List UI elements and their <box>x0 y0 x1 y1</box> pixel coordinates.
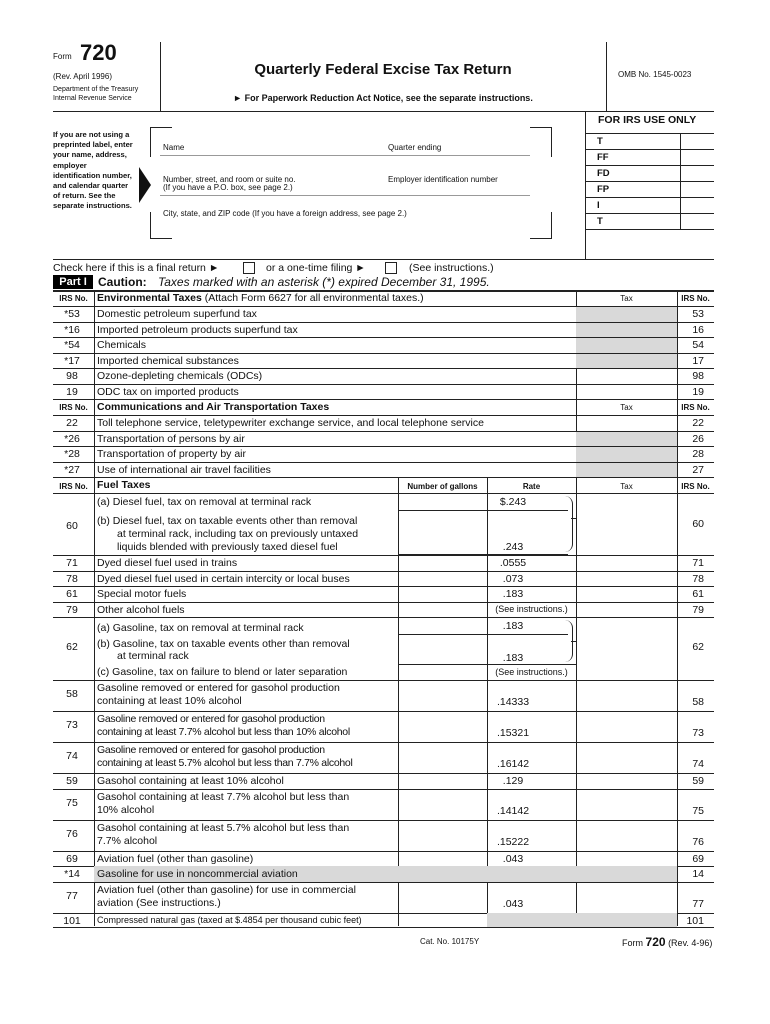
rate-cell: .14333 <box>496 696 530 708</box>
irs-no-cell: 19 <box>66 385 78 398</box>
rate-cell: .0555 <box>499 557 527 569</box>
environmental-heading: Environmental Taxes (Attach Form 6627 for all environmental taxes.) <box>97 292 424 304</box>
irs-no-cell: 76 <box>66 827 78 840</box>
line-number: 17 <box>692 354 704 367</box>
tax-amount-input[interactable] <box>578 307 675 321</box>
line-62b-desc-2: at terminal rack <box>117 650 189 662</box>
rate-cell: .16142 <box>496 758 530 770</box>
line-description: Gasohol containing at least 7.7% alcohol but less than <box>97 790 350 803</box>
irs-no-cell: 78 <box>66 572 78 585</box>
irs-use-heading: FOR IRS USE ONLY <box>598 114 697 126</box>
line-description: Gasoline removed or entered for gasohol production <box>97 713 325 725</box>
name-field-label: Name <box>163 143 185 152</box>
final-return-label: Check here if this is a final return ► <box>53 262 220 274</box>
rate-cell: .043 <box>502 897 524 910</box>
tax-amount-input[interactable] <box>578 354 675 368</box>
irs-no-cell: *53 <box>64 308 80 320</box>
line-description: Aviation fuel (other than gasoline) <box>97 852 254 865</box>
omb-number: OMB No. 1545-0023 <box>618 70 692 79</box>
line-description: Domestic petroleum superfund tax <box>97 308 257 320</box>
tax-amount-input[interactable] <box>578 338 675 352</box>
service: Internal Revenue Service <box>53 95 132 102</box>
one-time-filing-checkbox[interactable] <box>385 262 397 274</box>
department: Department of the Treasury <box>53 86 139 93</box>
line-number: 101 <box>686 914 704 927</box>
line-description: Dyed diesel fuel used in certain intercity or local buses <box>97 572 350 585</box>
line-number: 77 <box>692 897 704 910</box>
rate-60a: $.243 <box>499 496 527 508</box>
line-60-number: 60 <box>692 518 704 530</box>
line-description: Toll telephone service, teletypewriter exchange service, and local telephone service <box>97 417 484 429</box>
irs-no-cell: *16 <box>64 323 80 336</box>
line-description: Gasohol containing at least 5.7% alcohol but less than <box>97 821 350 834</box>
line-number: 76 <box>692 835 704 848</box>
pobox-note: (If you have a P.O. box, see page 2.) <box>163 183 293 192</box>
one-time-filing-label: or a one-time filing ► <box>266 262 366 274</box>
rate-62c: (See instructions.) <box>495 667 568 677</box>
irs-no-cell: 71 <box>66 557 78 569</box>
bracket-icon <box>564 496 573 552</box>
line-description: Imported petroleum products superfund tax <box>97 323 298 336</box>
quarter-ending-label: Quarter ending <box>388 143 442 152</box>
caution-text: Taxes marked with an asterisk (*) expired December 31, 1995. <box>158 275 490 289</box>
rate-cell: .043 <box>502 852 524 865</box>
line-60a-desc: (a) Diesel fuel, tax on removal at terminal rack <box>97 496 312 508</box>
fuel-heading: Fuel Taxes <box>97 479 151 491</box>
irs-no-cell: 101 <box>63 914 81 927</box>
line-description-2: 10% alcohol <box>97 803 155 816</box>
irs-no-cell: *28 <box>64 448 80 460</box>
irs-no-cell: 22 <box>66 417 78 429</box>
irs-no-cell: 75 <box>66 796 78 809</box>
irs-no-header-right: IRS No. <box>681 294 710 303</box>
line-description: Transportation of persons by air <box>97 432 245 445</box>
irs-code-label: T <box>597 136 603 147</box>
line-number: 59 <box>692 775 704 787</box>
catalog-number: Cat. No. 10175Y <box>420 937 480 946</box>
line-description: Imported chemical substances <box>97 354 239 367</box>
line-description: ODC tax on imported products <box>97 385 239 398</box>
line-number: 26 <box>692 432 704 445</box>
irs-no-cell: 79 <box>66 603 78 616</box>
line-number: 16 <box>692 323 704 336</box>
line-number: 28 <box>692 448 704 460</box>
tax-header: Tax <box>620 403 633 412</box>
tax-amount-input[interactable] <box>578 447 675 461</box>
line-description: Chemicals <box>97 339 147 351</box>
line-description: Use of international air travel facilities <box>97 463 271 476</box>
form-revision: (Rev. April 1996) <box>53 72 112 81</box>
irs-no-header-right: IRS No. <box>681 403 710 412</box>
irs-no-62: 62 <box>66 641 78 653</box>
line-description: Other alcohol fuels <box>97 603 185 616</box>
street-field-label: Number, street, and room or suite no. <box>163 175 296 184</box>
line-number: 54 <box>692 339 704 351</box>
rate-62b: .183 <box>502 652 524 664</box>
line-number: 98 <box>692 370 704 382</box>
line-60b-desc: (b) Diesel fuel, tax on taxable events other than removal <box>97 515 358 527</box>
line-number: 69 <box>692 852 704 865</box>
line-number: 71 <box>692 557 704 569</box>
irs-code-label: FD <box>597 168 610 179</box>
label-instructions: If you are not using a preprinted label, enter your name, address, employer identification number, and calendar quarter of return. See the separate instructions. <box>53 130 133 211</box>
line-description-2: aviation (See instructions.) <box>97 896 221 909</box>
rate-cell: .183 <box>502 588 524 600</box>
tax-header: Tax <box>620 482 633 491</box>
rate-60b: .243 <box>502 541 524 553</box>
line-description: Dyed diesel fuel used in trains <box>97 557 238 569</box>
line-62c-desc: (c) Gasoline, tax on failure to blend or later separation <box>97 666 348 678</box>
line-number: 27 <box>692 463 704 476</box>
irs-no-cell: 73 <box>66 719 78 731</box>
irs-no-cell: *27 <box>64 463 80 476</box>
line-number: 22 <box>692 417 704 429</box>
line-62-number: 62 <box>692 641 704 653</box>
gallons-header: Number of gallons <box>407 482 478 491</box>
irs-no-cell: 77 <box>66 889 78 902</box>
irs-no-cell: 69 <box>66 852 78 865</box>
rate-cell: .15222 <box>496 835 530 848</box>
line-description-2: 7.7% alcohol <box>97 834 158 847</box>
line-description-2: containing at least 5.7% alcohol but less than 7.7% alcohol <box>97 757 353 769</box>
irs-no-header-right: IRS No. <box>681 482 710 491</box>
irs-no-cell: *26 <box>64 432 80 445</box>
line-description: Gasoline removed or entered for gasohol production <box>97 682 340 694</box>
line-60b-desc-2: at terminal rack, including tax on previously untaxed <box>117 528 359 540</box>
irs-no-cell: 74 <box>66 750 78 762</box>
see-instructions-note: (See instructions.) <box>409 262 494 274</box>
irs-code-label: FP <box>597 184 610 195</box>
form-word: Form <box>53 52 72 61</box>
line-62a-desc: (a) Gasoline, tax on removal at terminal rack <box>97 622 304 634</box>
line-description: Gasoline removed or entered for gasohol production <box>97 744 325 756</box>
tax-amount-input[interactable] <box>578 463 675 477</box>
rate-header: Rate <box>522 482 541 491</box>
line-60b-desc-3: liquids blended with previously taxed diesel fuel <box>117 541 338 553</box>
rate-cell: .14142 <box>496 804 530 817</box>
line-number: 79 <box>692 603 704 616</box>
irs-no-header: IRS No. <box>59 294 88 303</box>
rate-cell: .129 <box>502 775 524 787</box>
caution-label: Caution: <box>98 275 147 289</box>
irs-no-cell: *17 <box>64 354 80 367</box>
rate-62a: .183 <box>502 620 524 632</box>
tax-header: Tax <box>620 294 633 303</box>
arrow-right-icon <box>139 167 151 203</box>
line-number: 73 <box>692 727 704 739</box>
line-number: 61 <box>692 588 704 600</box>
tax-amount-input[interactable] <box>578 385 675 399</box>
irs-code-label: T <box>597 216 603 227</box>
line-number: 14 <box>692 868 704 880</box>
footer-form: Form 720 (Rev. 4-96) <box>622 935 713 949</box>
line-description: Aviation fuel (other than gasoline) for use in commercial <box>97 883 356 896</box>
line-number: 58 <box>692 696 704 708</box>
line-number: 75 <box>692 804 704 817</box>
line-description: Transportation of property by air <box>97 448 247 460</box>
city-field-label: City, state, and ZIP code (If you have a foreign address, see page 2.) <box>163 209 407 218</box>
rate-cell: (See instructions.) <box>495 603 568 614</box>
irs-no-cell: 58 <box>66 688 78 700</box>
line-number: 53 <box>692 308 704 320</box>
irs-no-header: IRS No. <box>59 482 88 491</box>
rate-cell: .15321 <box>496 727 530 739</box>
line-number: 78 <box>692 572 704 585</box>
line-description: Compressed natural gas (taxed at $.4854 per thousand cubic feet) <box>97 914 362 925</box>
irs-no-cell: 61 <box>66 588 78 600</box>
line-description-2: containing at least 7.7% alcohol but less than 10% alcohol <box>97 726 350 738</box>
line-description: Ozone-depleting chemicals (ODCs) <box>97 370 263 382</box>
irs-no-cell: *14 <box>64 868 80 880</box>
line-description: Gasohol containing at least 10% alcohol <box>97 775 284 787</box>
irs-no-cell: *54 <box>64 339 80 351</box>
line-number: 19 <box>692 385 704 398</box>
tax-amount-input[interactable] <box>578 323 675 337</box>
tax-amount-input[interactable] <box>578 369 675 383</box>
irs-no-cell: 59 <box>66 775 78 787</box>
line-description: Gasoline for use in noncommercial aviation <box>97 868 298 880</box>
tax-amount-input[interactable] <box>578 432 675 446</box>
form-title: Quarterly Federal Excise Tax Return <box>254 61 512 78</box>
rate-cell: .073 <box>502 572 524 585</box>
final-return-checkbox[interactable] <box>243 262 255 274</box>
irs-no-cell: 98 <box>66 370 78 382</box>
line-description-2: containing at least 10% alcohol <box>97 695 242 707</box>
form-number: 720 <box>80 40 117 65</box>
communications-heading: Communications and Air Transportation Taxes <box>97 401 330 413</box>
paperwork-notice: ► For Paperwork Reduction Act Notice, see the separate instructions. <box>233 93 533 103</box>
part-one-label: Part I <box>53 275 93 289</box>
irs-code-label: I <box>597 200 600 211</box>
tax-amount-input[interactable] <box>578 416 675 430</box>
line-62b-desc: (b) Gasoline, tax on taxable events other than removal <box>97 638 350 650</box>
irs-no-header: IRS No. <box>59 403 88 412</box>
irs-no-60: 60 <box>66 520 78 532</box>
irs-code-label: FF <box>597 152 609 163</box>
line-description: Special motor fuels <box>97 588 187 600</box>
ein-field-label: Employer identification number <box>388 175 498 184</box>
line-number: 74 <box>692 758 704 770</box>
